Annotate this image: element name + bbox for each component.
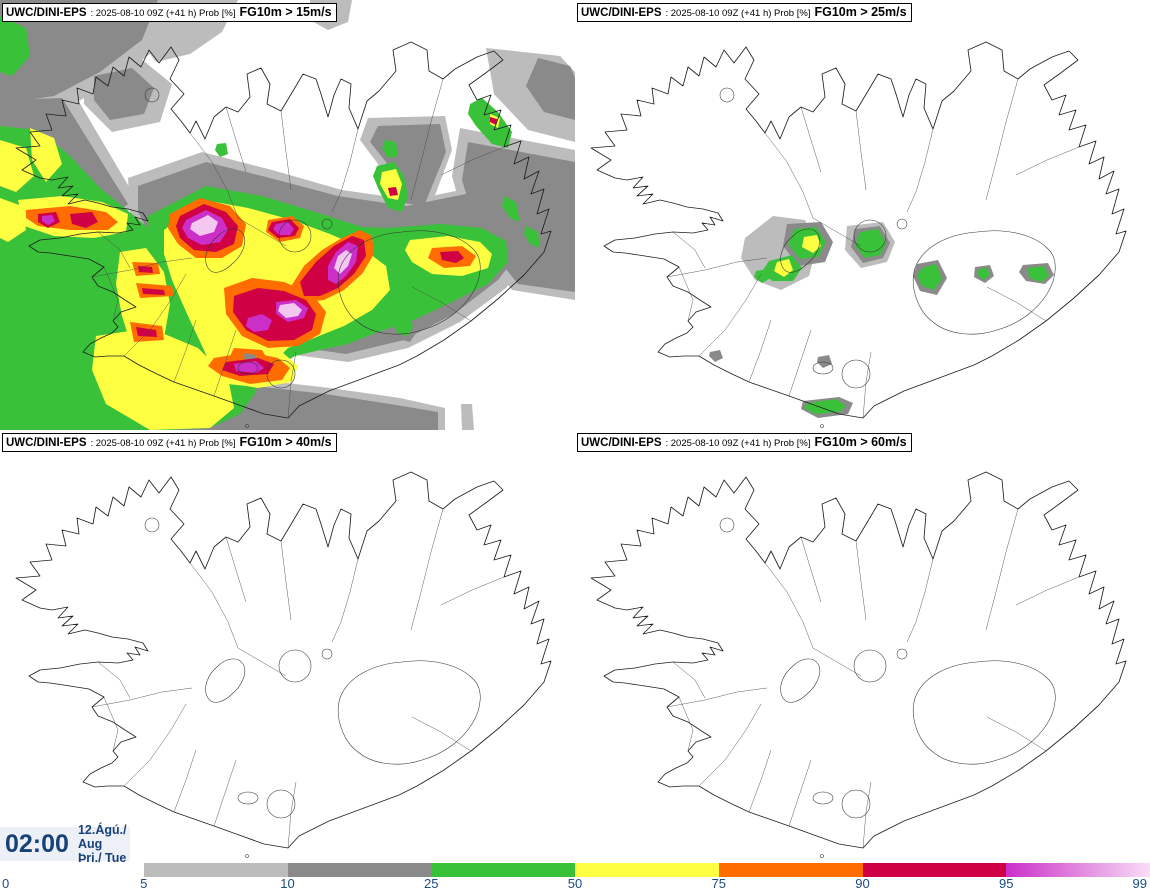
threshold-label: FG10m > 40m/s <box>239 435 332 449</box>
iceland-map-fg60 <box>575 430 1150 860</box>
threshold-label: FG10m > 25m/s <box>814 5 907 19</box>
run-info: : 2025-08-10 09Z (+41 h) Prob [%] <box>665 8 811 19</box>
colorbar-segment <box>575 863 719 877</box>
model-name: UWC/DINI-EPS <box>581 7 662 19</box>
iceland-map-fg15 <box>0 0 575 430</box>
colorbar-tick-label: 90 <box>855 876 870 891</box>
panel-fg40 <box>0 430 575 860</box>
threshold-label: FG10m > 15m/s <box>239 5 332 19</box>
model-name: UWC/DINI-EPS <box>6 7 87 19</box>
colorbar-tick-label: 10 <box>280 876 295 891</box>
colorbar-segment <box>144 863 288 877</box>
panel-title-fg15 <box>2 3 337 22</box>
iceland-map-fg40 <box>0 430 575 860</box>
colorbar-tick-label: 95 <box>999 876 1014 891</box>
clock-weekday: Þri./ Tue <box>77 851 127 865</box>
colorbar-ticks <box>0 876 1150 891</box>
run-info: : 2025-08-10 09Z (+41 h) Prob [%] <box>90 438 236 449</box>
colorbar-tick-label: 99 <box>1132 876 1147 891</box>
colorbar-tick-label: 0 <box>2 876 10 891</box>
clock-time: 02:00 <box>5 829 69 858</box>
colorbar-segment <box>719 863 863 877</box>
panel-fg15 <box>0 0 575 430</box>
panel-fg25 <box>575 0 1150 430</box>
run-info: : 2025-08-10 09Z (+41 h) Prob [%] <box>90 8 236 19</box>
iceland-map-fg25 <box>575 0 1150 430</box>
colorbar-tick-label: 50 <box>567 876 583 891</box>
clock-date: 12.Ágú./ Aug <box>77 823 127 851</box>
panel-title-fg40 <box>2 433 337 452</box>
run-info: : 2025-08-10 09Z (+41 h) Prob [%] <box>665 438 811 449</box>
panel-fg60 <box>575 430 1150 860</box>
threshold-label: FG10m > 60m/s <box>814 435 907 449</box>
colorbar-tick-label: 75 <box>711 876 726 891</box>
colorbar-segment <box>431 863 575 877</box>
colorbar <box>0 863 1150 877</box>
colorbar-tick-label: 25 <box>424 876 439 891</box>
model-name: UWC/DINI-EPS <box>581 437 662 449</box>
panel-title-fg25 <box>577 3 912 22</box>
colorbar-segment <box>288 863 432 877</box>
model-name: UWC/DINI-EPS <box>6 437 87 449</box>
panel-title-fg60 <box>577 433 912 452</box>
clock-box <box>0 823 130 865</box>
colorbar-segment <box>0 863 144 877</box>
colorbar-segment <box>863 863 1007 877</box>
colorbar-segment <box>1006 863 1150 877</box>
colorbar-tick-label: 5 <box>140 876 148 891</box>
clock-date-stack <box>78 823 130 865</box>
